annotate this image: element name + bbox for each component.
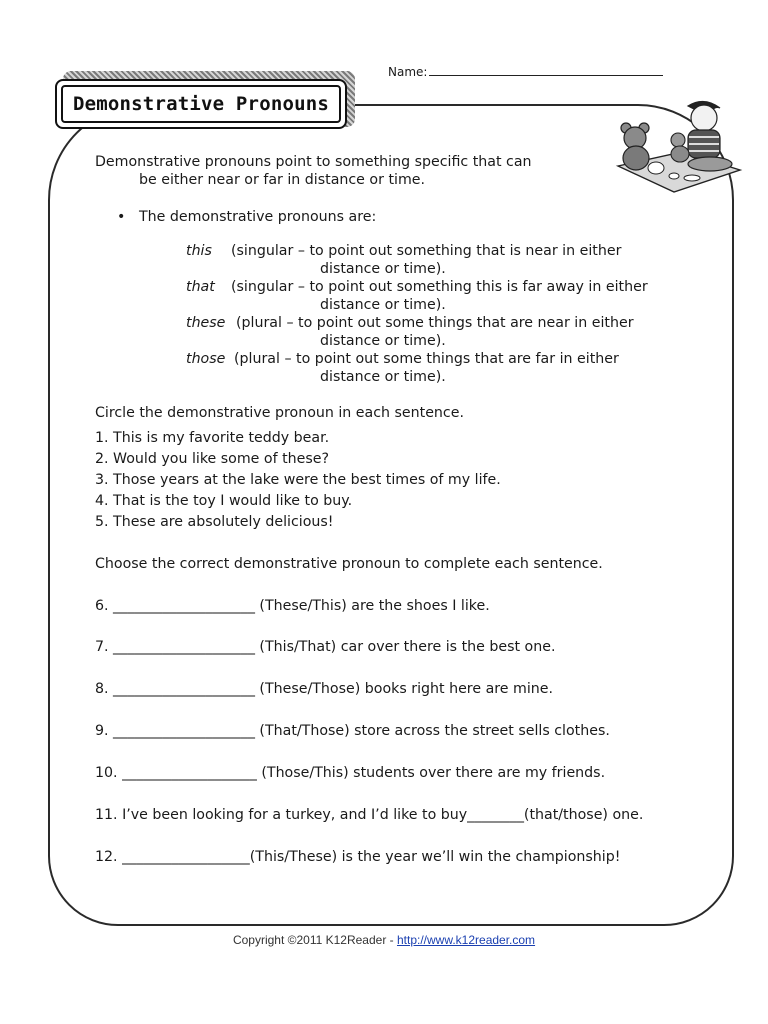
pronoun-description-cont: distance or time). (320, 297, 446, 313)
list-item: 12. __________________(This/These) is the year we’ll win the championship! (95, 849, 621, 865)
list-item: 10. ___________________ (Those/This) students over there are my friends. (95, 765, 606, 781)
name-label: Name: (388, 65, 428, 79)
pronoun-entry (186, 242, 621, 260)
bullet-text: The demonstrative pronouns are: (139, 209, 377, 225)
title-inner-border (61, 85, 341, 123)
small-bear-body (671, 146, 689, 162)
pronoun-description: (plural – to point out some things that are far in either (234, 351, 619, 367)
teacup (669, 173, 679, 179)
list-item: 11. I’ve been looking for a turkey, and I’d like to buy________(that/those) one. (95, 807, 644, 823)
pronoun-description-cont: distance or time). (320, 261, 446, 277)
boy-legs (688, 157, 732, 171)
pronoun-word: this (186, 243, 212, 259)
pronoun-description: (singular – to point out something that is near in either (231, 243, 622, 259)
pronoun-description-cont: distance or time). (320, 369, 446, 385)
intro-line-1: Demonstrative pronouns point to something specific that can (95, 154, 532, 170)
teapot (648, 162, 664, 174)
list-item: 7. ____________________ (This/That) car over there is the best one. (95, 639, 556, 655)
pronoun-description-cont: distance or time). (320, 333, 446, 349)
list-item: 6. ____________________ (These/This) are the shoes I like. (95, 598, 490, 614)
bullet-marker: • (117, 209, 126, 225)
teddy-bear-body (623, 146, 649, 170)
pronoun-word: these (186, 315, 226, 331)
pronoun-description: (singular – to point out something this is far away in either (231, 279, 648, 295)
boy-teddy-bear-picnic-illustration (612, 96, 744, 196)
list-item: 9. ____________________ (That/Those) store across the street sells clothes. (95, 723, 610, 739)
list-item: 1. This is my favorite teddy bear. (95, 430, 330, 446)
small-bear-head (671, 133, 685, 147)
intro-line-2: be either near or far in distance or time. (139, 172, 426, 188)
pronoun-word: that (186, 279, 215, 295)
name-field (388, 63, 663, 79)
name-blank-line (429, 63, 663, 76)
pronoun-entry (186, 314, 634, 332)
footer (0, 933, 768, 947)
k12reader-link[interactable]: http://www.k12reader.com (396, 933, 536, 947)
pronoun-entry (186, 350, 619, 368)
list-item: 8. ____________________ (These/Those) books right here are mine. (95, 681, 554, 697)
list-item: 2. Would you like some of these? (95, 451, 330, 467)
boy-head (691, 105, 717, 131)
copyright-text: Copyright ©2011 K12Reader - (232, 933, 397, 947)
title-box (55, 79, 347, 129)
list-item: 5. These are absolutely delicious! (95, 514, 334, 530)
page-title: Demonstrative Pronouns (72, 93, 330, 115)
circle-instruction: Circle the demonstrative pronoun in each sentence. (95, 405, 464, 421)
plate (684, 175, 700, 181)
list-item: 3. Those years at the lake were the best times of my life. (95, 472, 501, 488)
list-item: 4. That is the toy I would like to buy. (95, 493, 353, 509)
pronoun-entry (186, 278, 648, 296)
choose-instruction: Choose the correct demonstrative pronoun to complete each sentence. (95, 556, 603, 572)
pronoun-word: those (186, 351, 226, 367)
pronoun-description: (plural – to point out some things that are near in either (236, 315, 634, 331)
